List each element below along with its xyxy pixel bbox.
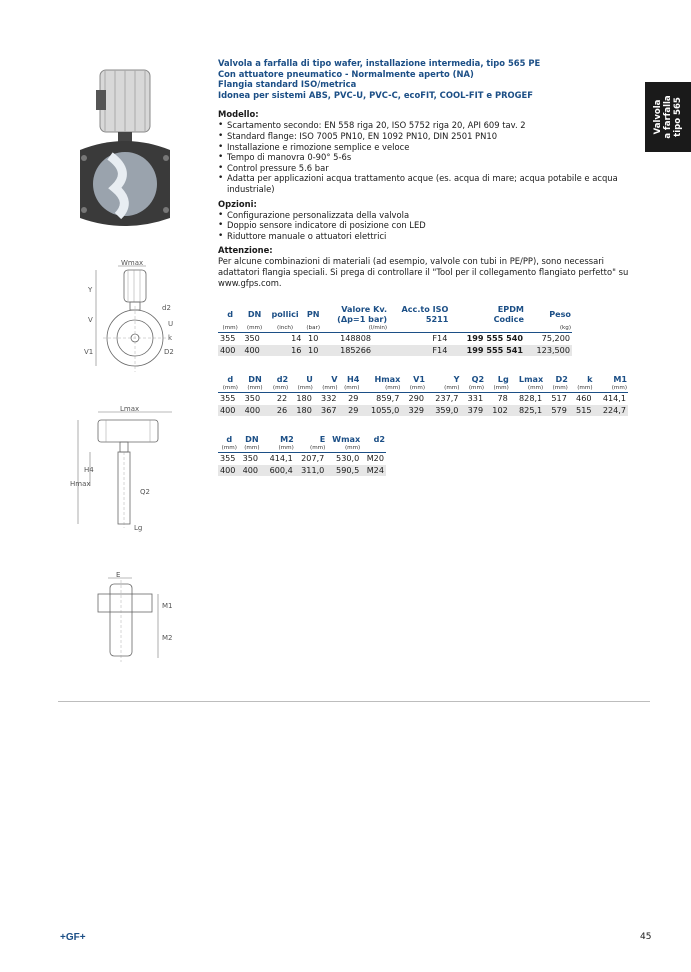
list-item: • Scartamento secondo: EN 558 riga 20, ISO 5752 riga 20, API 609 tav. 2	[218, 120, 638, 131]
opzioni-list	[218, 210, 638, 242]
col-header: DN	[245, 433, 259, 444]
table-cell: M20	[361, 452, 386, 464]
drawing-label-y: Y	[88, 286, 93, 294]
col-header: pollici	[271, 308, 299, 319]
table-cell: 530,0	[326, 452, 361, 464]
unit-cell: (mm)	[322, 384, 338, 391]
table-cell: 400	[218, 344, 242, 356]
table-cell: 29	[339, 392, 361, 404]
table-cell: 180	[289, 404, 314, 416]
opzioni-title: Opzioni:	[218, 198, 257, 209]
col-header: Q2	[471, 373, 485, 384]
drawing-label-d2: d2	[162, 304, 171, 312]
table-cell: 400	[242, 344, 266, 356]
table-cell: 290	[401, 392, 426, 404]
unit-cell: (mm)	[611, 384, 627, 391]
table-cell: 350	[242, 332, 266, 344]
table-cell: 414,1	[594, 392, 629, 404]
unit-cell: (l/min)	[368, 324, 388, 331]
table-cell: 600,4	[263, 464, 295, 476]
table-cell: 123,500	[525, 344, 572, 356]
table-cell: 579	[544, 404, 569, 416]
unit-cell: (mm)	[222, 324, 238, 331]
table-cell: F14	[388, 332, 449, 344]
table-units-row	[218, 444, 386, 453]
table-units-row	[218, 324, 572, 333]
chapter-tab	[645, 82, 691, 152]
table-cell: 311,0	[295, 464, 327, 476]
table-row	[218, 464, 386, 476]
valve-product-image	[70, 60, 170, 230]
product-heading	[218, 58, 638, 100]
modello-list	[218, 120, 638, 194]
table-cell: 29	[339, 404, 361, 416]
actuator-dimensions-table	[218, 434, 386, 477]
unit-cell: (mm)	[527, 384, 544, 391]
col-header: Valore Kv. (Δp=1 bar)	[337, 303, 388, 324]
drawing-label-d2-outer: D2	[164, 348, 174, 356]
table-cell: 460	[569, 392, 594, 404]
unit-cell: (mm)	[468, 384, 485, 391]
table-cell: 515	[569, 404, 594, 416]
col-header: Lg	[497, 373, 509, 384]
drawing-label-m2: M2	[162, 634, 173, 642]
table-cell: 332	[314, 392, 339, 404]
unit-cell	[388, 324, 449, 333]
unit-cell	[449, 324, 525, 333]
col-header: Wmax	[332, 433, 361, 444]
chapter-tab-line: tipo 565	[673, 97, 683, 137]
col-header: d	[227, 308, 234, 319]
drawing-label-wmax: Wmax	[121, 259, 144, 267]
unit-cell: (kg)	[559, 324, 571, 331]
table-cell: 828,1	[510, 392, 544, 404]
unit-cell: (mm)	[344, 444, 361, 451]
codes-table	[218, 304, 572, 357]
valve-top-drawing	[88, 568, 180, 668]
drawing-label-m1: M1	[162, 602, 173, 610]
unit-cell: (mm)	[344, 384, 360, 391]
table-cell: 16	[267, 344, 304, 356]
unit-cell: (mm)	[493, 384, 509, 391]
table-cell: 331	[460, 392, 485, 404]
valve-front-drawing	[76, 256, 186, 376]
table-cell: 22	[267, 392, 289, 404]
col-header: Y	[453, 373, 460, 384]
list-item: • Control pressure 5.6 bar	[218, 163, 638, 174]
col-header: Peso	[549, 308, 571, 319]
table-cell: 185266	[323, 344, 388, 356]
page-separator	[58, 701, 650, 702]
table-header-row	[218, 374, 628, 384]
drawing-label-v: V	[88, 316, 93, 324]
table-cell: 237,7	[426, 392, 460, 404]
list-item: • Standard flange: ISO 7005 PN10, EN 1092 PN10, DIN 2501 PN10	[218, 131, 638, 142]
col-header: d	[227, 373, 234, 384]
table-cell: 590,5	[326, 464, 361, 476]
col-header: k	[587, 373, 593, 384]
unit-cell: (mm)	[247, 384, 263, 391]
list-item: • Tempo di manovra 0-90° 5-6s	[218, 152, 638, 163]
drawing-label-lmax: Lmax	[120, 405, 140, 413]
table-cell: 78	[485, 392, 510, 404]
drawing-label-h4: H4	[84, 466, 94, 474]
table-cell: 199 555 541	[449, 344, 525, 356]
table-row	[218, 452, 386, 464]
col-header: M2	[280, 433, 294, 444]
unit-cell: (mm)	[221, 444, 237, 451]
list-item: • Riduttore manuale o attuatori elettrici	[218, 231, 638, 242]
table-cell: 199 555 540	[449, 332, 525, 344]
unit-cell: (mm)	[222, 384, 238, 391]
page-number: 45	[640, 932, 652, 942]
table-cell: 14	[267, 332, 304, 344]
col-header: d2	[276, 373, 289, 384]
table-cell: 355	[218, 452, 241, 464]
col-header: DN	[248, 373, 262, 384]
unit-cell: (mm)	[272, 384, 289, 391]
heading-line: Con attuatore pneumatico - Normalmente aperto (NA)	[218, 68, 474, 79]
attenzione-title: Attenzione:	[218, 245, 273, 256]
table-header-row	[218, 304, 572, 324]
unit-cell: (inch)	[277, 324, 294, 331]
table-row	[218, 332, 572, 344]
attenzione-text: Per alcune combinazioni di materiali (ad esempio, valvole con tubi in PE/PP), sono necessari adattatori flangia speciali. Si prega di controllare il "Tool per il collegamento flangiato perfetto" su www.gfps.com.	[218, 256, 629, 288]
col-header: V	[331, 373, 338, 384]
table-cell: 26	[267, 404, 289, 416]
table-row	[218, 392, 628, 404]
table-header-row	[218, 434, 386, 444]
list-item: • Doppio sensore indicatore di posizione con LED	[218, 220, 638, 231]
dimensions-table	[218, 374, 628, 417]
list-item: • Installazione e rimozione semplice e veloce	[218, 142, 638, 153]
table-cell: M24	[361, 464, 386, 476]
table-cell: 859,7	[360, 392, 401, 404]
table-cell: 414,1	[263, 452, 295, 464]
col-header: Lmax	[518, 373, 544, 384]
table-cell: 1055,0	[360, 404, 401, 416]
col-header: Hmax	[374, 373, 401, 384]
chapter-tab-text	[645, 82, 691, 152]
col-header: M1	[613, 373, 627, 384]
unit-cell: (mm)	[385, 384, 401, 391]
drawing-label-e: E	[116, 571, 121, 579]
col-header: d2	[373, 433, 385, 444]
col-header: U	[306, 373, 313, 384]
table-cell: 359,0	[426, 404, 460, 416]
unit-cell: (mm)	[278, 444, 294, 451]
table-cell: 400	[243, 404, 268, 416]
unit-cell: (mm)	[577, 384, 593, 391]
table-cell: 350	[243, 392, 268, 404]
table-cell: 367	[314, 404, 339, 416]
table-row	[218, 344, 572, 356]
chapter-tab-line: a farfalla	[663, 95, 673, 139]
table-cell: 329	[401, 404, 426, 416]
col-header: D2	[555, 373, 568, 384]
table-cell: 400	[241, 464, 264, 476]
table-cell: 825,1	[510, 404, 544, 416]
list-item: • Configurazione personalizzata della valvola	[218, 210, 638, 221]
col-header: Acc.to ISO 5211	[401, 303, 449, 324]
table-cell: 10	[303, 332, 323, 344]
modello-title: Modello:	[218, 109, 259, 120]
heading-line: Idonea per sistemi ABS, PVC-U, PVC-C, ecoFIT, COOL-FIT e PROGEF	[218, 89, 533, 100]
drawing-label-k: k	[168, 334, 173, 342]
unit-cell	[361, 444, 386, 453]
valve-side-drawing	[66, 402, 176, 534]
col-header: d	[226, 433, 233, 444]
table-cell: 355	[218, 332, 242, 344]
table-cell: 102	[485, 404, 510, 416]
table-cell: 379	[460, 404, 485, 416]
table-cell: 180	[289, 392, 314, 404]
unit-cell: (mm)	[244, 444, 260, 451]
table-cell: 148808	[323, 332, 388, 344]
col-header: H4	[346, 373, 360, 384]
gf-logo: +GF+	[60, 932, 86, 943]
col-header: PN	[306, 308, 320, 319]
drawing-label-lg: Lg	[134, 524, 143, 532]
table-cell: 10	[303, 344, 323, 356]
table-cell: 224,7	[594, 404, 629, 416]
table-cell: 207,7	[295, 452, 327, 464]
table-cell: 400	[218, 404, 243, 416]
table-cell: 350	[241, 452, 264, 464]
drawing-label-hmax: Hmax	[70, 480, 91, 488]
drawing-label-u: U	[168, 320, 174, 328]
table-units-row	[218, 384, 628, 393]
unit-cell: (mm)	[444, 384, 460, 391]
table-cell: 517	[544, 392, 569, 404]
unit-cell: (mm)	[246, 324, 263, 331]
unit-cell: (mm)	[552, 384, 568, 391]
table-cell: F14	[388, 344, 449, 356]
col-header: V1	[413, 373, 425, 384]
chapter-tab-line: Valvola	[653, 99, 663, 135]
unit-cell: (mm)	[310, 444, 326, 451]
unit-cell: (bar)	[306, 324, 321, 331]
table-cell: 400	[218, 464, 241, 476]
list-item: • Adatta per applicazioni acqua trattamento acque (es. acqua di mare; acqua potabile e acqua industriale)	[218, 173, 638, 194]
heading-line: Flangia standard ISO/metrica	[218, 79, 357, 90]
heading-line: Valvola a farfalla di tipo wafer, installazione intermedia, tipo 565 PE	[218, 58, 541, 68]
unit-cell: (mm)	[409, 384, 425, 391]
col-header: EPDM Codice	[493, 303, 524, 324]
drawing-label-q2: Q2	[140, 488, 150, 496]
table-cell: 355	[218, 392, 243, 404]
col-header: DN	[247, 308, 262, 319]
content-area	[218, 58, 638, 477]
table-cell: 75,200	[525, 332, 572, 344]
table-row	[218, 404, 628, 416]
unit-cell: (mm)	[297, 384, 313, 391]
col-header: E	[319, 433, 326, 444]
drawing-label-v1: V1	[84, 348, 94, 356]
